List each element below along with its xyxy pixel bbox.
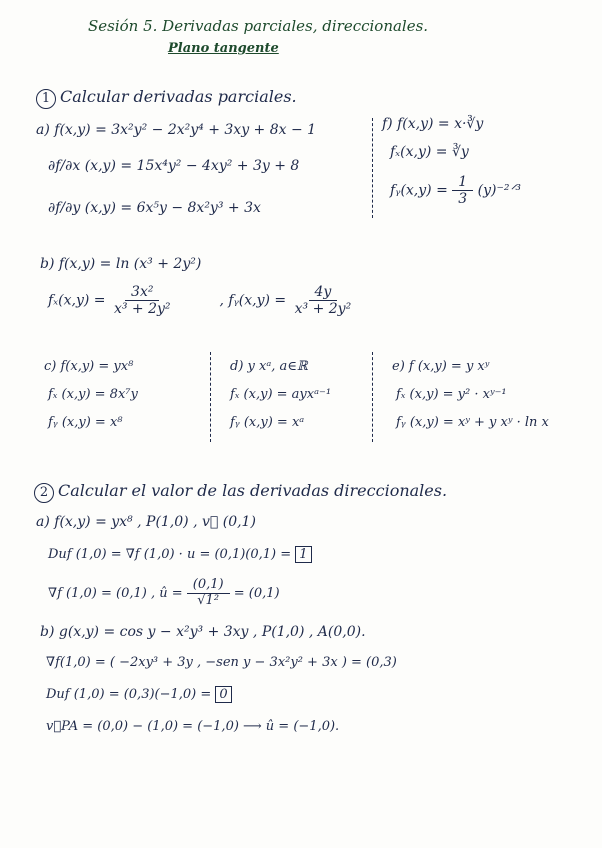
ex1-f-fy-label: fᵧ(x,y) = <box>390 182 448 199</box>
ex1-a-dfdy-label: ∂f/∂y (x,y) = <box>48 200 133 216</box>
ex1-f-fy-denominator: 3 <box>458 191 468 208</box>
ex2-a-line3 <box>48 578 280 609</box>
ex2-a-unit-numerator: (0,1) <box>187 578 230 594</box>
ex1-d-fy: fᵧ (x,y) = xᵃ <box>230 415 305 430</box>
ex1-b-fy-fraction <box>291 284 356 317</box>
exercise-2-text: Calcular el valor de las derivadas direccionales. <box>58 481 448 500</box>
separator-line <box>372 352 373 442</box>
ex1-f-fy-numerator: 1 <box>452 174 473 191</box>
separator-line <box>210 352 211 442</box>
ex1-b-function: b) f(x,y) = ln (x³ + 2y²) <box>40 256 202 272</box>
ex1-c-function: c) f(x,y) = yx⁸ <box>44 359 134 374</box>
ex2-b-line1: b) g(x,y) = cos y − x²y³ + 3xy , P(1,0) , A(0,0). <box>40 624 366 640</box>
ex1-a-dfdy <box>48 200 261 216</box>
page-subtitle: Plano tangente <box>168 41 279 56</box>
ex1-a-dfdx-value: 15x⁴y² − 4xy² + 3y + 8 <box>136 158 300 174</box>
ex1-d-function: d) y xᵃ, a∈ℝ <box>230 359 308 374</box>
page-title: Sesión 5. Derivadas parciales, direccionales. <box>88 17 429 35</box>
ex1-a-dfdx <box>48 158 299 174</box>
ex1-a-dfdy-value: 6x⁵y − 8x²y³ + 3x <box>136 200 261 216</box>
ex1-c-fy: fᵧ (x,y) = x⁸ <box>48 415 123 430</box>
ex2-a-line1: a) f(x,y) = yx⁸ , P(1,0) , v⃗ (0,1) <box>36 514 256 530</box>
exercise-1-number: 1 <box>36 89 56 109</box>
exercise-1-heading <box>36 88 297 109</box>
ex1-b-fx-numerator: 3x² <box>125 284 159 301</box>
ex2-a-unit-fraction <box>187 578 230 609</box>
ex1-e-fx: fₓ (x,y) = y² · xʸ⁻¹ <box>396 387 507 402</box>
ex1-a-dfdx-label: ∂f/∂x (x,y) = <box>48 158 133 174</box>
ex2-a-line3-result: = (0,1) <box>233 585 280 601</box>
ex1-d-fx: fₓ (x,y) = ayxᵃ⁻¹ <box>230 387 332 402</box>
ex1-b-fy-numerator: 4y <box>309 284 338 301</box>
ex1-e-fy: fᵧ (x,y) = xʸ + y xʸ · ln x <box>396 415 549 430</box>
ex2-b-line4: v⃗PA = (0,0) − (1,0) = (−1,0) ⟶ û = (−1,0). <box>46 719 340 734</box>
ex2-a-unit-denominator: √1² <box>197 592 220 608</box>
ex2-a-result-box: 1 <box>295 546 311 563</box>
ex2-a-line2 <box>48 548 312 563</box>
ex2-b-line2: ∇f(1,0) = ( −2xy³ + 3y , −sen y − 3x²y² + 3x ) = (0,3) <box>46 655 397 670</box>
ex2-a-line3-text: ∇f (1,0) = (0,1) , û = <box>48 585 183 601</box>
ex1-c-fx: fₓ (x,y) = 8x⁷y <box>48 387 138 402</box>
ex1-e-function: e) f (x,y) = y xʸ <box>392 359 490 374</box>
ex2-a-line2-text: Duf (1,0) = ∇f (1,0) · u = (0,1)(0,1) = <box>48 547 292 562</box>
exercise-1-text: Calcular derivadas parciales. <box>60 87 297 106</box>
ex1-b-fy-denominator: x³ + 2y² <box>294 301 352 318</box>
ex1-b-fy-label: , fᵧ(x,y) = <box>219 292 287 309</box>
ex1-a-function: a) f(x,y) = 3x²y² − 2x²y⁴ + 3xy + 8x − 1 <box>36 122 317 138</box>
ex1-b-derivatives <box>48 284 355 317</box>
ex1-f-fy-fraction <box>452 174 473 207</box>
ex1-b-fx-label: fₓ(x,y) = <box>48 292 106 309</box>
ex1-f-fy-rest: (y)⁻²ᐟ³ <box>477 182 522 199</box>
ex2-b-line3-text: Duf (1,0) = (0,3)(−1,0) = <box>46 687 212 702</box>
ex1-b-fx-fraction <box>110 284 175 317</box>
exercise-2-number: 2 <box>34 483 54 503</box>
ex2-b-line3 <box>46 688 232 703</box>
ex1-f-fy <box>390 174 521 207</box>
ex1-b-fx-denominator: x³ + 2y² <box>113 301 171 318</box>
ex2-b-result-box: 0 <box>215 686 231 703</box>
separator-line <box>372 118 373 218</box>
exercise-2-heading <box>34 482 447 503</box>
ex1-f-fx: fₓ(x,y) = ∛y <box>390 144 469 160</box>
ex1-f-function: f) f(x,y) = x·∛y <box>382 116 484 132</box>
